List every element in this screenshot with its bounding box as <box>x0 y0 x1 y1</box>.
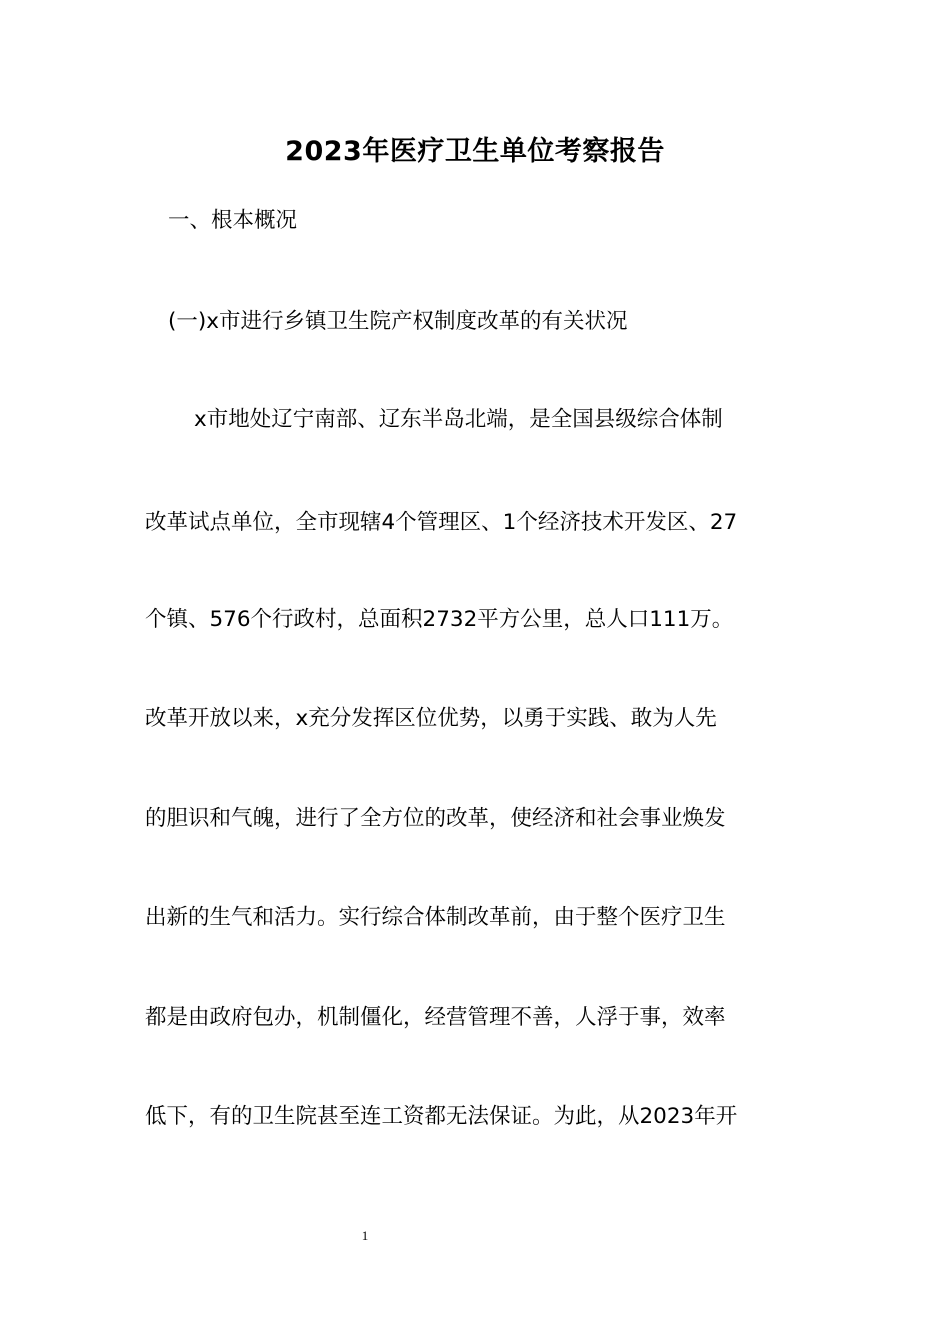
paragraph-line: 改革试点单位，全市现辖4个管理区、1个经济技术开发区、27 <box>145 510 738 535</box>
document-title: 2023年医疗卫生单位考察报告 <box>285 136 665 167</box>
paragraph-line: 的胆识和气魄，进行了全方位的改革，使经济和社会事业焕发 <box>145 806 726 831</box>
paragraph-line: 低下，有的卫生院甚至连工资都无法保证。为此，从2023年开 <box>145 1104 738 1129</box>
paragraph-line: 改革开放以来，x充分发挥区位优势，以勇于实践、敢为人先 <box>145 706 717 731</box>
paragraph-line: x市地处辽宁南部、辽东半岛北端，是全国县级综合体制 <box>194 407 723 432</box>
section-heading: 一、根本概况 <box>168 208 298 233</box>
paragraph-line: 出新的生气和活力。实行综合体制改革前，由于整个医疗卫生 <box>145 905 726 930</box>
paragraph-line: 个镇、576个行政村，总面积2732平方公里，总人口111万。 <box>145 607 734 632</box>
paragraph-line: 都是由政府包办，机制僵化，经营管理不善，人浮于事，效率 <box>145 1005 726 1030</box>
page-number: 1 <box>361 1228 369 1243</box>
subsection-heading: (一)x市进行乡镇卫生院产权制度改革的有关状况 <box>168 309 628 334</box>
